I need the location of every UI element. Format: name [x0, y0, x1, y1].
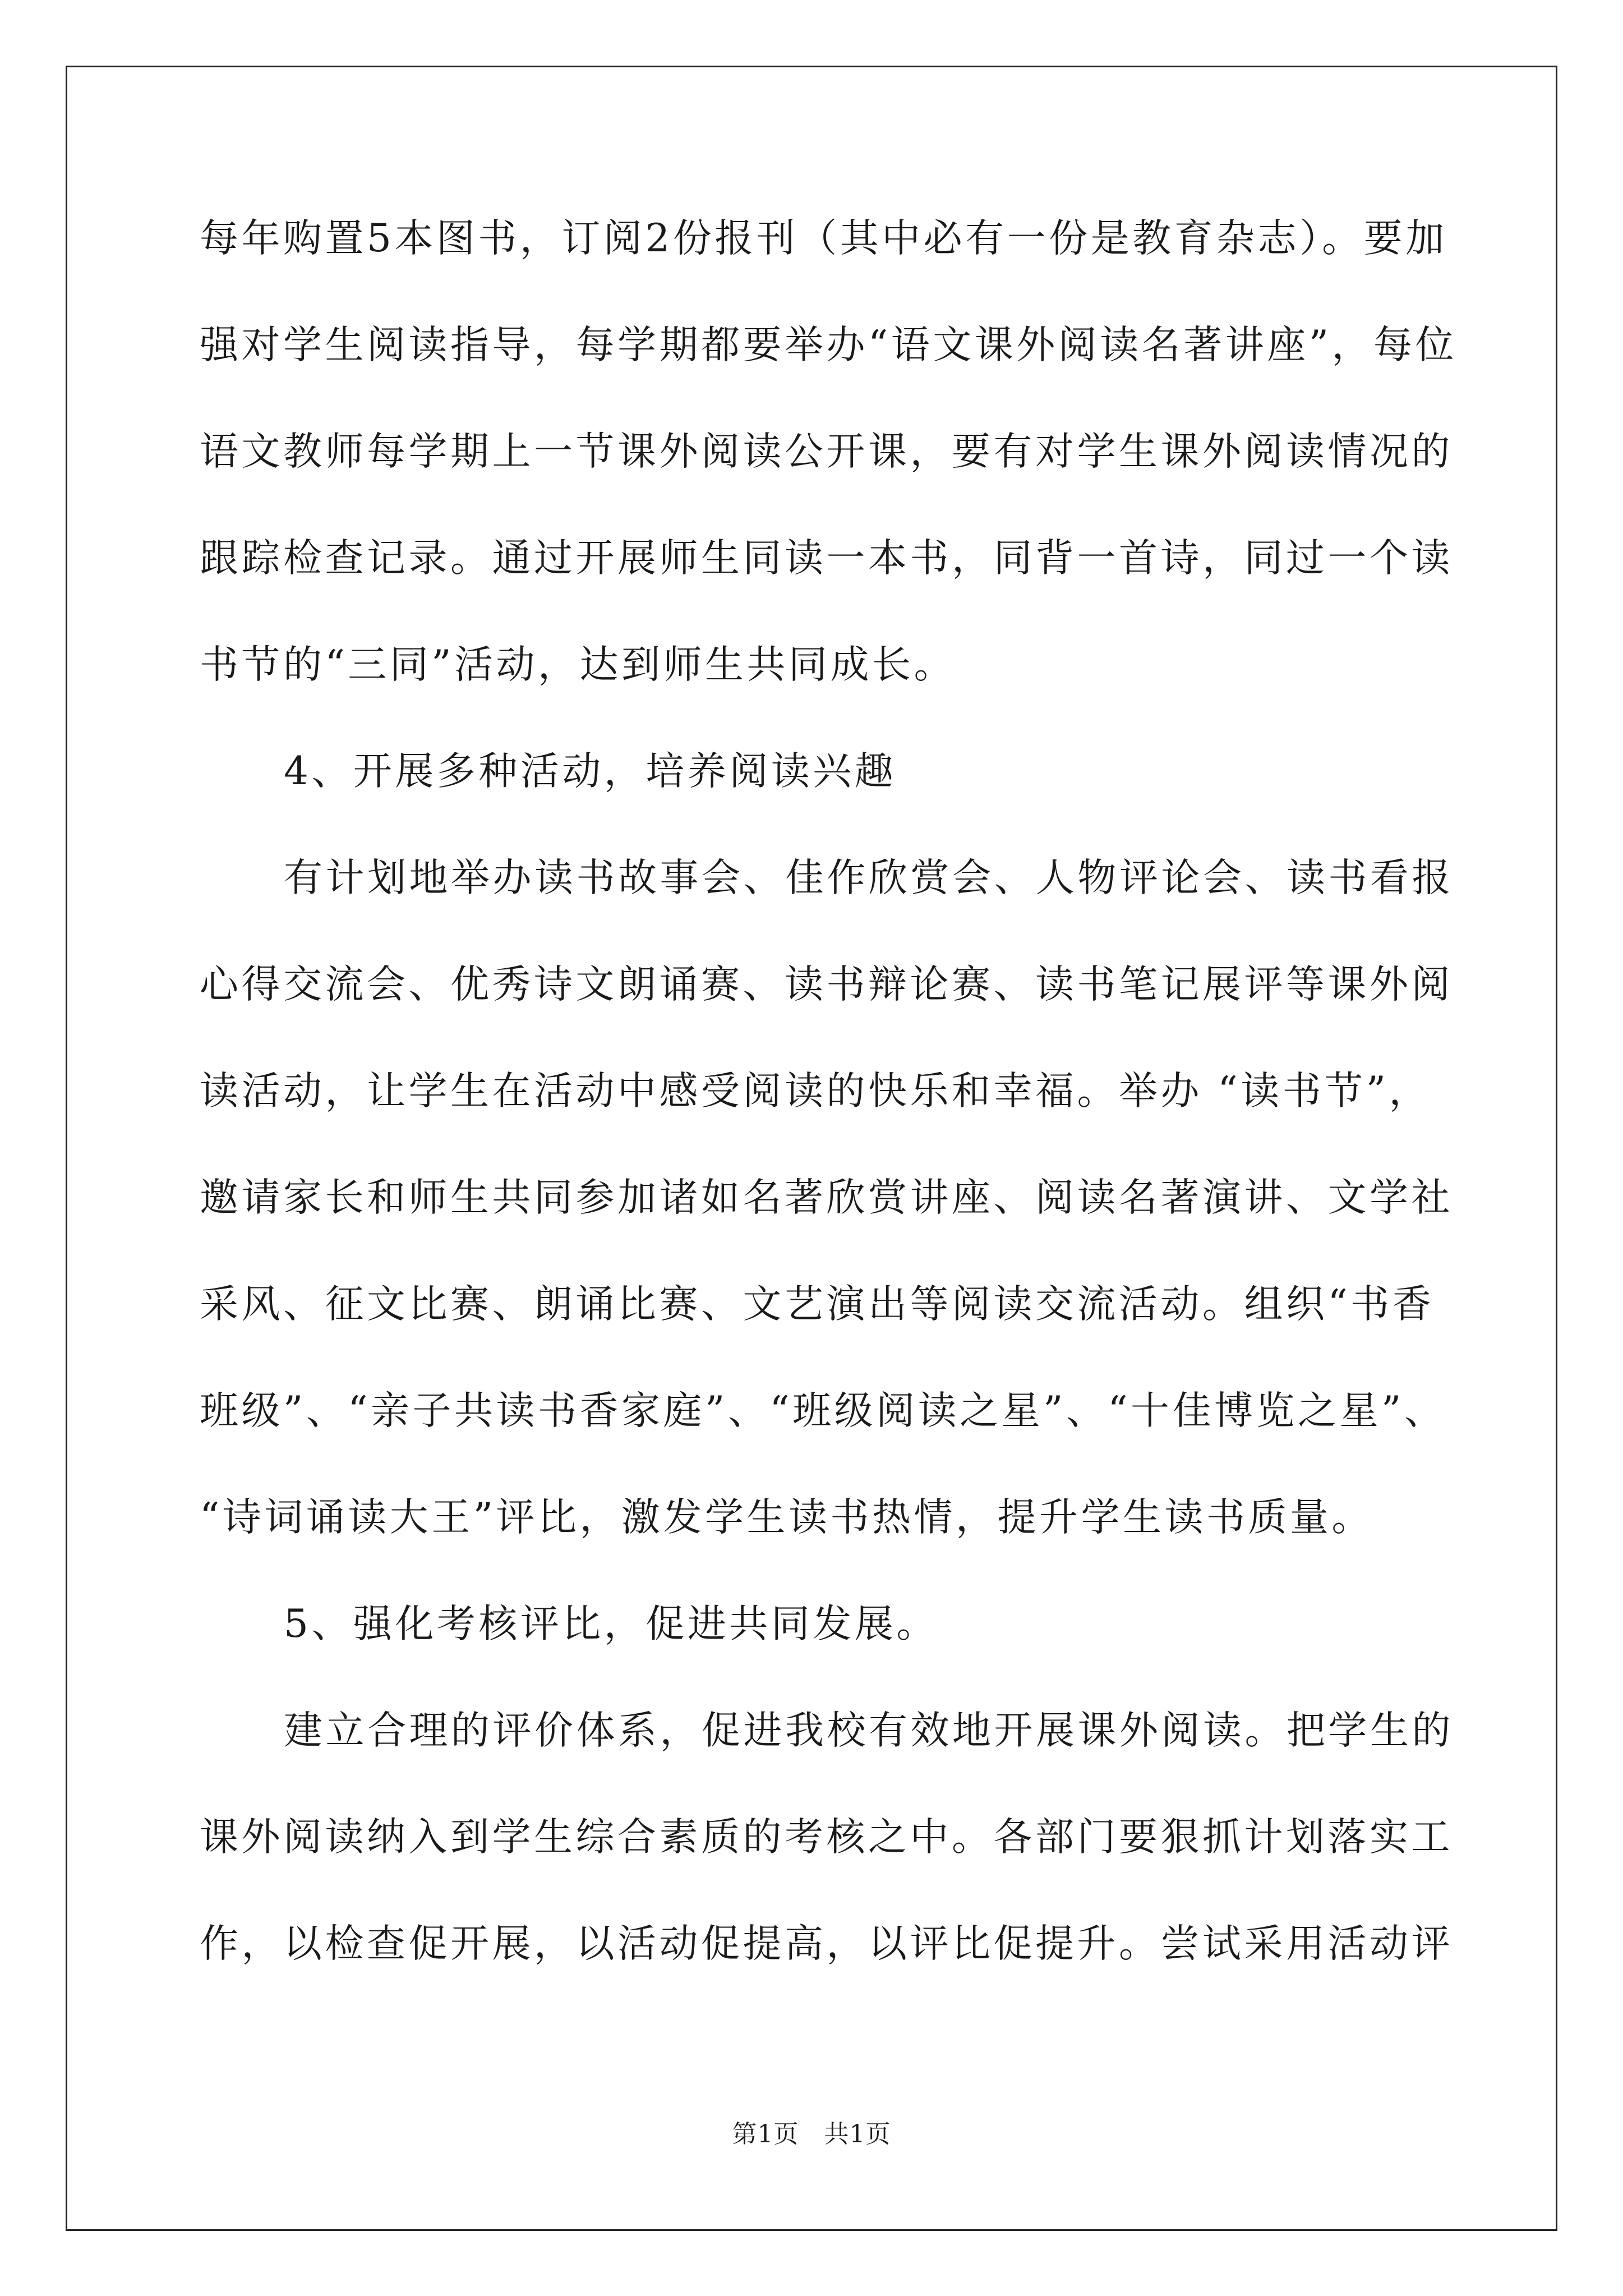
text-line: 邀请家长和师生共同参加诸如名著欣赏讲座、阅读名著演讲、文学社 — [200, 1175, 1453, 1220]
text-line: 心得交流会、优秀诗文朗诵赛、读书辩论赛、读书笔记展评等课外阅 — [200, 962, 1453, 1007]
text-line: 课外阅读纳入到学生综合素质的考核之中。各部门要狠抓计划落实工 — [200, 1815, 1453, 1860]
text-line: “诗词诵读大王”评比，激发学生读书热情，提升学生读书质量。 — [200, 1495, 1374, 1540]
text-line: 班级”、“亲子共读书香家庭”、“班级阅读之星”、“十佳博览之星”、 — [200, 1388, 1446, 1433]
text-line: 跟踪检查记录。通过开展师生同读一本书，同背一首诗，同过一个读 — [200, 536, 1453, 581]
text-line: 强对学生阅读指导，每学期都要举办“语文课外阅读名著讲座”，每位 — [200, 323, 1458, 367]
section-heading: 5、强化考核评比，促进共同发展。 — [284, 1602, 938, 1646]
text-line: 有计划地举办读书故事会、佳作欣赏会、人物评论会、读书看报 — [284, 855, 1454, 900]
text-line: 每年购置5本图书，订阅2份报刊（其中必有一份是教育杂志）。要加 — [200, 216, 1447, 261]
text-line: 建立合理的评价体系，促进我校有效地开展课外阅读。把学生的 — [284, 1708, 1454, 1753]
text-line: 采风、征文比赛、朗诵比赛、文艺演出等阅读交流活动。组织“书香 — [200, 1282, 1435, 1327]
page-border — [66, 66, 1557, 2231]
section-heading: 4、开展多种活动，培养阅读兴趣 — [284, 749, 897, 794]
text-line: 书节的“三同”活动，达到师生共同成长。 — [200, 642, 956, 687]
text-line: 作，以检查促开展，以活动促提高，以评比促提升。尝试采用活动评 — [200, 1921, 1453, 1966]
text-line: 读活动，让学生在活动中感受阅读的快乐和幸福。举办 “读书节”， — [200, 1069, 1431, 1114]
page-number: 第1页 共1页 — [732, 2120, 891, 2148]
text-line: 语文教师每学期上一节课外阅读公开课，要有对学生课外阅读情况的 — [200, 429, 1453, 474]
